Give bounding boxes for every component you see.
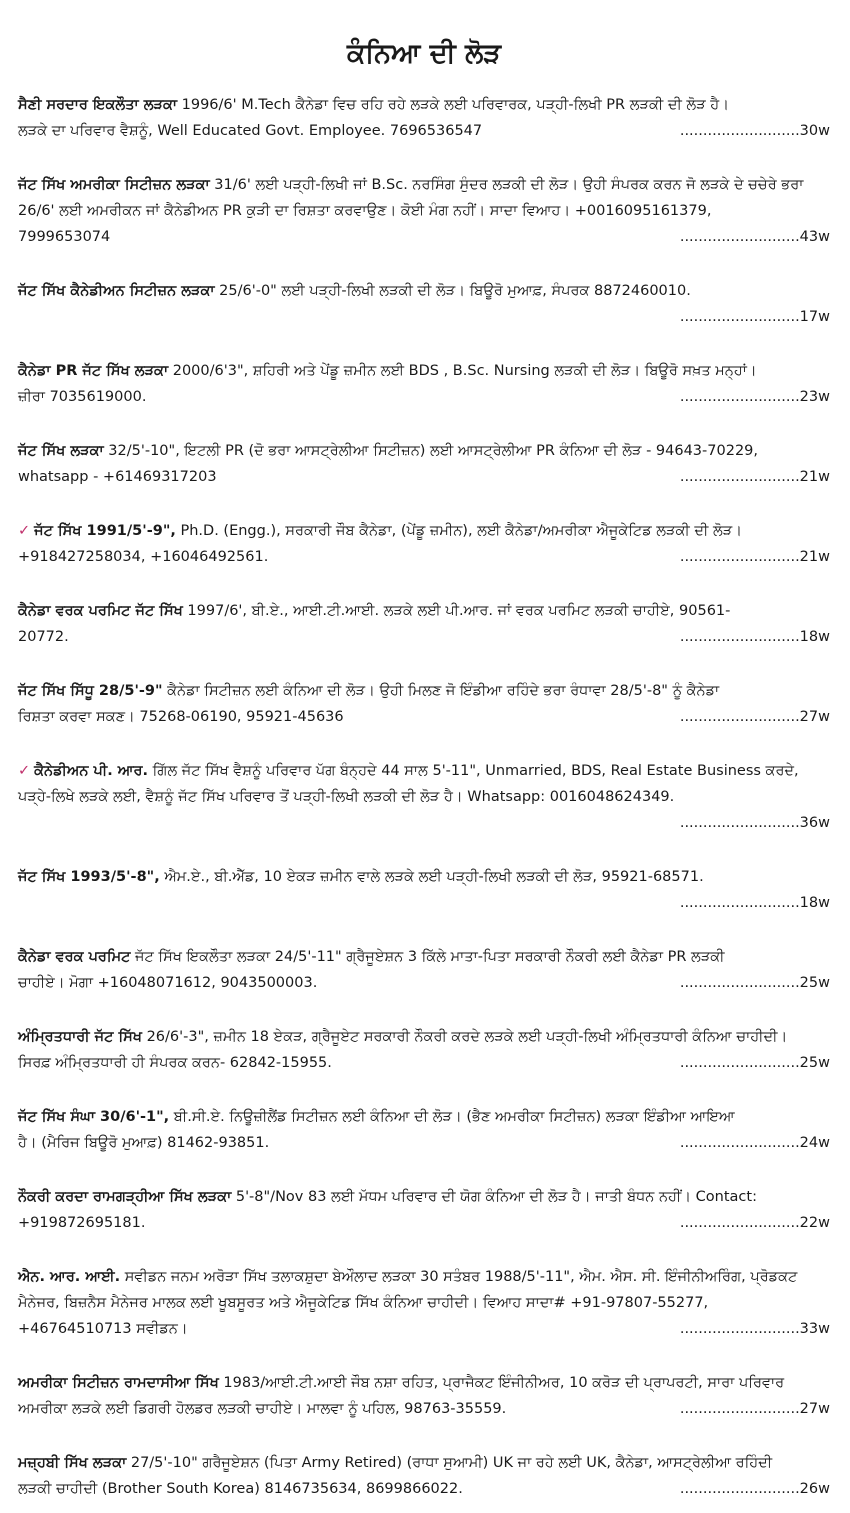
ad-text: ਬੀ.ਸੀ.ਏ. ਨਿਊਜ਼ੀਲੈਂਡ ਸਿਟੀਜ਼ਨ ਲਈ ਕੰਨਿਆ ਦੀ ਲੋੜ। (ਭੈਣ ਅਮਰੀਕਾ ਸਿਟੀਜ਼ਨ) ਲੜਕਾ ਇੰਡੀਆ ਆਇਆ <box>169 1109 735 1125</box>
ad-body <box>18 1104 830 1130</box>
ad-code: ..........................21w <box>679 469 830 485</box>
ad-code: ..........................21w <box>679 549 830 565</box>
ad-last-line <box>18 1316 830 1342</box>
ad-text: 1996/6' M.Tech ਕੈਨੇਡਾ ਵਿਚ ਰਹਿ ਰਹੇ ਲੜਕੇ ਲਈ ਪਰਿਵਾਰਕ, ਪੜ੍ਹੀ-ਲਿਖੀ PR ਲੜਕੀ ਦੀ ਲੋੜ ਹੈ। <box>177 97 729 113</box>
ad-headline: ਮਜ਼੍ਹਬੀ ਸਿੱਖ ਲੜਕਾ <box>18 1455 127 1471</box>
ad-body <box>18 438 830 464</box>
ad-body <box>18 758 830 810</box>
ad-headline: ਕੈਨੇਡਾ ਵਰਕ ਪਰਮਿਟ <box>18 949 131 965</box>
ad-headline: ਜੱਟ ਸਿੱਖ ਲੜਕਾ <box>18 443 104 459</box>
ad-contact: ਲੜਕੀ ਚਾਹੀਦੀ (Brother South Korea) 8146735634, 8699866022. <box>18 1481 463 1497</box>
ad-headline: ਜੱਟ ਸਿੱਖ ਸੰਘਾ 30/6'-1", <box>18 1109 170 1125</box>
ad-text: 1997/6', ਬੀ.ਏ., ਆਈ.ਟੀ.ਆਈ. ਲੜਕੇ ਲਈ ਪੀ.ਆਰ. ਜਾਂ ਵਰਕ ਪਰਮਿਟ ਲੜਕੀ ਚਾਹੀਏ, 90561- <box>182 603 731 619</box>
ad-headline: ਨੌਕਰੀ ਕਰਦਾ ਰਾਮਗੜ੍ਹੀਆ ਸਿੱਖ ਲੜਕਾ <box>18 1189 232 1205</box>
ad-headline: ਅਮਰੀਕਾ ਸਿਟੀਜ਼ਨ ਰਾਮਦਾਸੀਆ ਸਿੱਖ <box>18 1375 219 1391</box>
ad-last-line <box>18 970 830 996</box>
classified-ad <box>18 864 830 916</box>
classified-ad <box>18 172 830 250</box>
ad-text: 26/6'-3", ਜ਼ਮੀਨ 18 ਏਕੜ, ਗ੍ਰੈਜੂਏਟ ਸਰਕਾਰੀ ਨੌਕਰੀ ਕਰਦੇ ਲੜਕੇ ਲਈ ਪੜ੍ਹੀ-ਲਿਖੀ ਅੰਮ੍ਰਿਤਧਾਰੀ ਕੰਨਿਆ ਚਾਹੀਦੀ। <box>141 1029 788 1045</box>
ad-headline: ਕੈਨੇਡਾ PR ਜੱਟ ਸਿੱਖ ਲੜਕਾ <box>18 363 169 379</box>
checkmark-icon: ✓ <box>18 523 31 539</box>
ad-text: 1983/ਆਈ.ਟੀ.ਆਈ ਜੌਬ ਨਸ਼ਾ ਰਹਿਤ, ਪ੍ਰਾਜੈਕਟ ਇੰਜੀਨੀਅਰ, 10 ਕਰੋੜ ਦੀ ਪ੍ਰਾਪਰਟੀ, ਸਾਰਾ ਪਰਿਵਾਰ <box>218 1375 785 1391</box>
ad-body <box>18 1450 830 1476</box>
ad-body <box>18 172 830 224</box>
ad-last-line <box>18 1476 830 1502</box>
ad-code: ..........................23w <box>679 389 830 405</box>
classified-ad <box>18 944 830 996</box>
ad-last-line <box>18 384 830 410</box>
ad-body <box>18 1370 830 1396</box>
classified-ad <box>18 758 830 836</box>
ad-code: ..........................27w <box>679 1401 830 1417</box>
ad-last-line <box>18 464 830 490</box>
ad-last-line <box>18 118 830 144</box>
ad-contact: 7999653074 <box>18 229 111 245</box>
ad-last-line <box>18 704 830 730</box>
ad-contact: whatsapp - +61469317203 <box>18 469 217 485</box>
classified-ad <box>18 1184 830 1236</box>
ad-headline: ਜੱਟ ਸਿੱਖ ਸਿੱਧੂ 28/5'-9" <box>18 683 163 699</box>
ad-body <box>18 864 830 890</box>
ad-body <box>18 944 830 970</box>
ad-code: ..........................25w <box>679 975 830 991</box>
ad-text: ਐਮ.ਏ., ਬੀ.ਐੱਡ, 10 ਏਕੜ ਜ਼ਮੀਨ ਵਾਲੇ ਲੜਕੇ ਲਈ ਪੜ੍ਹੀ-ਲਿਖੀ ਲੜਕੀ ਦੀ ਲੋੜ, 95921-68571. <box>159 869 704 885</box>
ad-contact: +46764510713 ਸਵੀਡਨ। <box>18 1321 188 1337</box>
ad-text: Ph.D. (Engg.), ਸਰਕਾਰੀ ਜੌਬ ਕੈਨੇਡਾ, (ਪੇਂਡੂ ਜ਼ਮੀਨ), ਲਈ ਕੈਨੇਡਾ/ਅਮਰੀਕਾ ਐਜੂਕੇਟਿਡ ਲੜਕੀ ਦੀ ਲੋੜ। <box>175 523 742 539</box>
classified-ad <box>18 598 830 650</box>
ad-code-line <box>18 890 830 916</box>
classified-ad <box>18 1450 830 1502</box>
ad-body <box>18 92 830 118</box>
ad-code: ..........................30w <box>679 123 830 139</box>
ad-headline: ਜੱਟ ਸਿੱਖ 1993/5'-8", <box>18 869 160 885</box>
ad-text: 32/5'-10", ਇਟਲੀ PR (ਦੋ ਭਰਾ ਆਸਟ੍ਰੇਲੀਆ ਸਿਟੀਜ਼ਨ) ਲਈ ਆਸਟ੍ਰੇਲੀਆ PR ਕੰਨਿਆ ਦੀ ਲੋੜ - 94643-70229, <box>103 443 759 459</box>
ad-code: ..........................36w <box>679 815 830 831</box>
classified-ad <box>18 358 830 410</box>
ad-last-line <box>18 224 830 250</box>
classified-ad <box>18 1370 830 1422</box>
ad-body <box>18 1184 830 1210</box>
ad-headline: ਸੈਣੀ ਸਰਦਾਰ ਇਕਲੌਤਾ ਲੜਕਾ <box>18 97 178 113</box>
ad-headline: ਐਨ. ਆਰ. ਆਈ. <box>18 1269 121 1285</box>
classified-ad <box>18 278 830 330</box>
ad-code: ..........................17w <box>679 309 830 325</box>
ad-text: 27/5'-10" ਗਰੈਜੂਏਸ਼ਨ (ਪਿਤਾ Army Retired) (ਰਾਧਾ ਸੁਆਮੀ) UK ਜਾ ਰਹੇ ਲਈ UK, ਕੈਨੇਡਾ, ਆਸਟ੍ਰੇਲੀਆ ਰਹਿੰਦੀ <box>126 1455 773 1471</box>
ad-last-line <box>18 1050 830 1076</box>
page-title: ਕੰਨਿਆ ਦੀ ਲੋੜ <box>346 38 502 69</box>
ad-code: ..........................24w <box>679 1135 830 1151</box>
ad-text: 2000/6'3", ਸ਼ਹਿਰੀ ਅਤੇ ਪੇਂਡੂ ਜ਼ਮੀਨ ਲਈ BDS , B.Sc. Nursing ਲੜਕੀ ਦੀ ਲੋੜ। ਬਿਊਰੋ ਸਖ਼ਤ ਮਨ੍ਹਾਂ। <box>168 363 757 379</box>
ad-contact: ਜ਼ੀਰਾ 7035619000. <box>18 389 147 405</box>
ad-code-line <box>18 810 830 836</box>
checkmark-icon: ✓ <box>18 763 31 779</box>
ad-code: ..........................43w <box>679 229 830 245</box>
classified-ad <box>18 1264 830 1342</box>
ad-text: 25/6'-0" ਲਈ ਪੜ੍ਹੀ-ਲਿਖੀ ਲੜਕੀ ਦੀ ਲੋੜ। ਬਿਊਰੋ ਮੁਆਫ਼, ਸੰਪਰਕ 8872460010. <box>214 283 691 299</box>
ad-body <box>18 678 830 704</box>
ads-list <box>18 92 830 1502</box>
ad-last-line <box>18 1396 830 1422</box>
classified-ad <box>18 438 830 490</box>
ad-last-line <box>18 1210 830 1236</box>
ad-code: ..........................18w <box>679 895 830 911</box>
ad-text: 31/6' ਲਈ ਪੜ੍ਹੀ-ਲਿਖੀ ਜਾਂ B.Sc. ਨਰਸਿੰਗ ਸੁੰਦਰ ਲੜਕੀ ਦੀ ਲੋੜ। ਉਹੀ ਸੰਪਰਕ ਕਰਨ ਜੋ ਲੜਕੇ ਦੇ ਚਚੇਰੇ ਭਰਾ 26/6' ਲਈ ਅਮਰੀਕਨ ਜਾਂ ਕੈਨੇਡੀਅਨ PR ਕੁੜੀ ਦਾ ਰਿਸ਼ਤਾ ਕਰਵਾਉਣ। ਕੋਈ ਮੰਗ ਨਹੀਂ। ਸਾਦਾ ਵਿਆਹ। +0016095161379, <box>18 177 804 219</box>
ad-code: ..........................33w <box>679 1321 830 1337</box>
ad-headline: ਕੈਨੇਡੀਅਨ ਪੀ. ਆਰ. <box>34 763 149 779</box>
ad-contact: +918427258034, +16046492561. <box>18 549 269 565</box>
ad-headline: ਜੱਟ ਸਿੱਖ ਅਮਰੀਕਾ ਸਿਟੀਜ਼ਨ ਲੜਕਾ <box>18 177 210 193</box>
ad-contact: ਰਿਸ਼ਤਾ ਕਰਵਾ ਸਕਣ। 75268-06190, 95921-45636 <box>18 709 344 725</box>
ad-contact: 20772. <box>18 629 69 645</box>
classified-ad <box>18 678 830 730</box>
ad-text: 5'-8"/Nov 83 ਲਈ ਮੱਧਮ ਪਰਿਵਾਰ ਦੀ ਯੋਗ ਕੰਨਿਆ ਦੀ ਲੋੜ ਹੈ। ਜਾਤੀ ਬੰਧਨ ਨਹੀਂ। Contact: <box>231 1189 757 1205</box>
ad-last-line <box>18 624 830 650</box>
ad-contact: ਚਾਹੀਏ। ਮੋਗਾ +16048071612, 9043500003. <box>18 975 318 991</box>
ad-headline: ਅੰਮ੍ਰਿਤਧਾਰੀ ਜੱਟ ਸਿੱਖ <box>18 1029 142 1045</box>
ad-code: ..........................22w <box>679 1215 830 1231</box>
ad-text: ਗਿੱਲ ਜੱਟ ਸਿੱਖ ਵੈਸ਼ਨੂੰ ਪਰਿਵਾਰ ਪੱਗ ਬੰਨ੍ਹਦੇ 44 ਸਾਲ 5'-11", Unmarried, BDS, Real Estate Business ਕਰਦੇ, ਪੜ੍ਹੇ-ਲਿਖੇ ਲੜਕੇ ਲਈ, ਵੈਸ਼ਨੂੰ ਜੱਟ ਸਿੱਖ ਪਰਿਵਾਰ ਤੋਂ ਪੜ੍ਹੀ-ਲਿਖੀ ਲੜਕੀ ਦੀ ਲੋੜ ਹੈ। Whatsapp: 0016048624349. <box>18 763 799 805</box>
ad-contact: +919872695181. <box>18 1215 146 1231</box>
ad-contact: ਹੈ। (ਮੈਰਿਜ ਬਿਊਰੋ ਮੁਆਫ਼) 81462-93851. <box>18 1135 270 1151</box>
ad-text: ਸਵੀਡਨ ਜਨਮ ਅਰੋੜਾ ਸਿੱਖ ਤਲਾਕਸ਼ੁਦਾ ਬੇਔਲਾਦ ਲੜਕਾ 30 ਸਤੰਬਰ 1988/5'-11", ਐਮ. ਐਸ. ਸੀ. ਇੰਜੀਨੀਅਰਿੰਗ, ਪ੍ਰੋਡਕਟ ਮੈਨੇਜਰ, ਬਿਜ਼ਨੈਸ ਮੈਨੇਜਰ ਮਾਲਕ ਲਈ ਖੂਬਸੂਰਤ ਅਤੇ ਐਜੂਕੇਟਿਡ ਸਿੱਖ ਕੰਨਿਆ ਚਾਹੀਦੀ। ਵਿਆਹ ਸਾਦਾ# +91-97807-55277, <box>18 1269 798 1311</box>
ad-last-line <box>18 1130 830 1156</box>
ad-text: ਜੱਟ ਸਿੱਖ ਇਕਲੌਤਾ ਲੜਕਾ 24/5'-11" ਗ੍ਰੈਜੂਏਸ਼ਨ 3 ਕਿੱਲੇ ਮਾਤਾ-ਪਿਤਾ ਸਰਕਾਰੀ ਨੌਕਰੀ ਲਈ ਕੈਨੇਡਾ PR ਲੜਕੀ <box>130 949 725 965</box>
ad-body <box>18 278 830 304</box>
ad-contact: ਲੜਕੇ ਦਾ ਪਰਿਵਾਰ ਵੈਸ਼ਨੂੰ, Well Educated Govt. Employee. 7696536547 <box>18 123 483 139</box>
ad-body <box>18 1024 830 1050</box>
ad-headline: ਜੱਟ ਸਿੱਖ 1991/5'-9", <box>34 523 176 539</box>
ad-headline: ਕੈਨੇਡਾ ਵਰਕ ਪਰਮਿਟ ਜੱਟ ਸਿੱਖ <box>18 603 183 619</box>
ad-text: ਕੈਨੇਡਾ ਸਿਟੀਜ਼ਨ ਲਈ ਕੰਨਿਆ ਦੀ ਲੋੜ। ਉਹੀ ਮਿਲਣ ਜੋ ਇੰਡੀਆ ਰਹਿੰਦੇ ਭਰਾ ਰੰਧਾਵਾ 28/5'-8" ਨੂੰ ਕੈਨੇਡਾ <box>162 683 720 699</box>
classified-ad <box>18 1024 830 1076</box>
ad-code-line <box>18 304 830 330</box>
ad-contact: ਅਮਰੀਕਾ ਲੜਕੇ ਲਈ ਡਿਗਰੀ ਹੋਲਡਰ ਲੜਕੀ ਚਾਹੀਏ। ਮਾਲਵਾ ਨੂੰ ਪਹਿਲ, 98763-35559. <box>18 1401 507 1417</box>
ad-code: ..........................26w <box>679 1481 830 1497</box>
ad-headline: ਜੱਟ ਸਿੱਖ ਕੈਨੇਡੀਅਨ ਸਿਟੀਜ਼ਨ ਲੜਕਾ <box>18 283 215 299</box>
ad-contact: ਸਿਰਫ਼ ਅੰਮ੍ਰਿਤਧਾਰੀ ਹੀ ਸੰਪਰਕ ਕਰਨ- 62842-15955. <box>18 1055 332 1071</box>
ad-body <box>18 1264 830 1316</box>
ad-body <box>18 358 830 384</box>
ad-body <box>18 518 830 544</box>
ad-code: ..........................18w <box>679 629 830 645</box>
ad-code: ..........................27w <box>679 709 830 725</box>
classified-ad <box>18 92 830 144</box>
ad-body <box>18 598 830 624</box>
classified-ad <box>18 1104 830 1156</box>
classified-ad <box>18 518 830 570</box>
ad-code: ..........................25w <box>679 1055 830 1071</box>
ad-last-line <box>18 544 830 570</box>
